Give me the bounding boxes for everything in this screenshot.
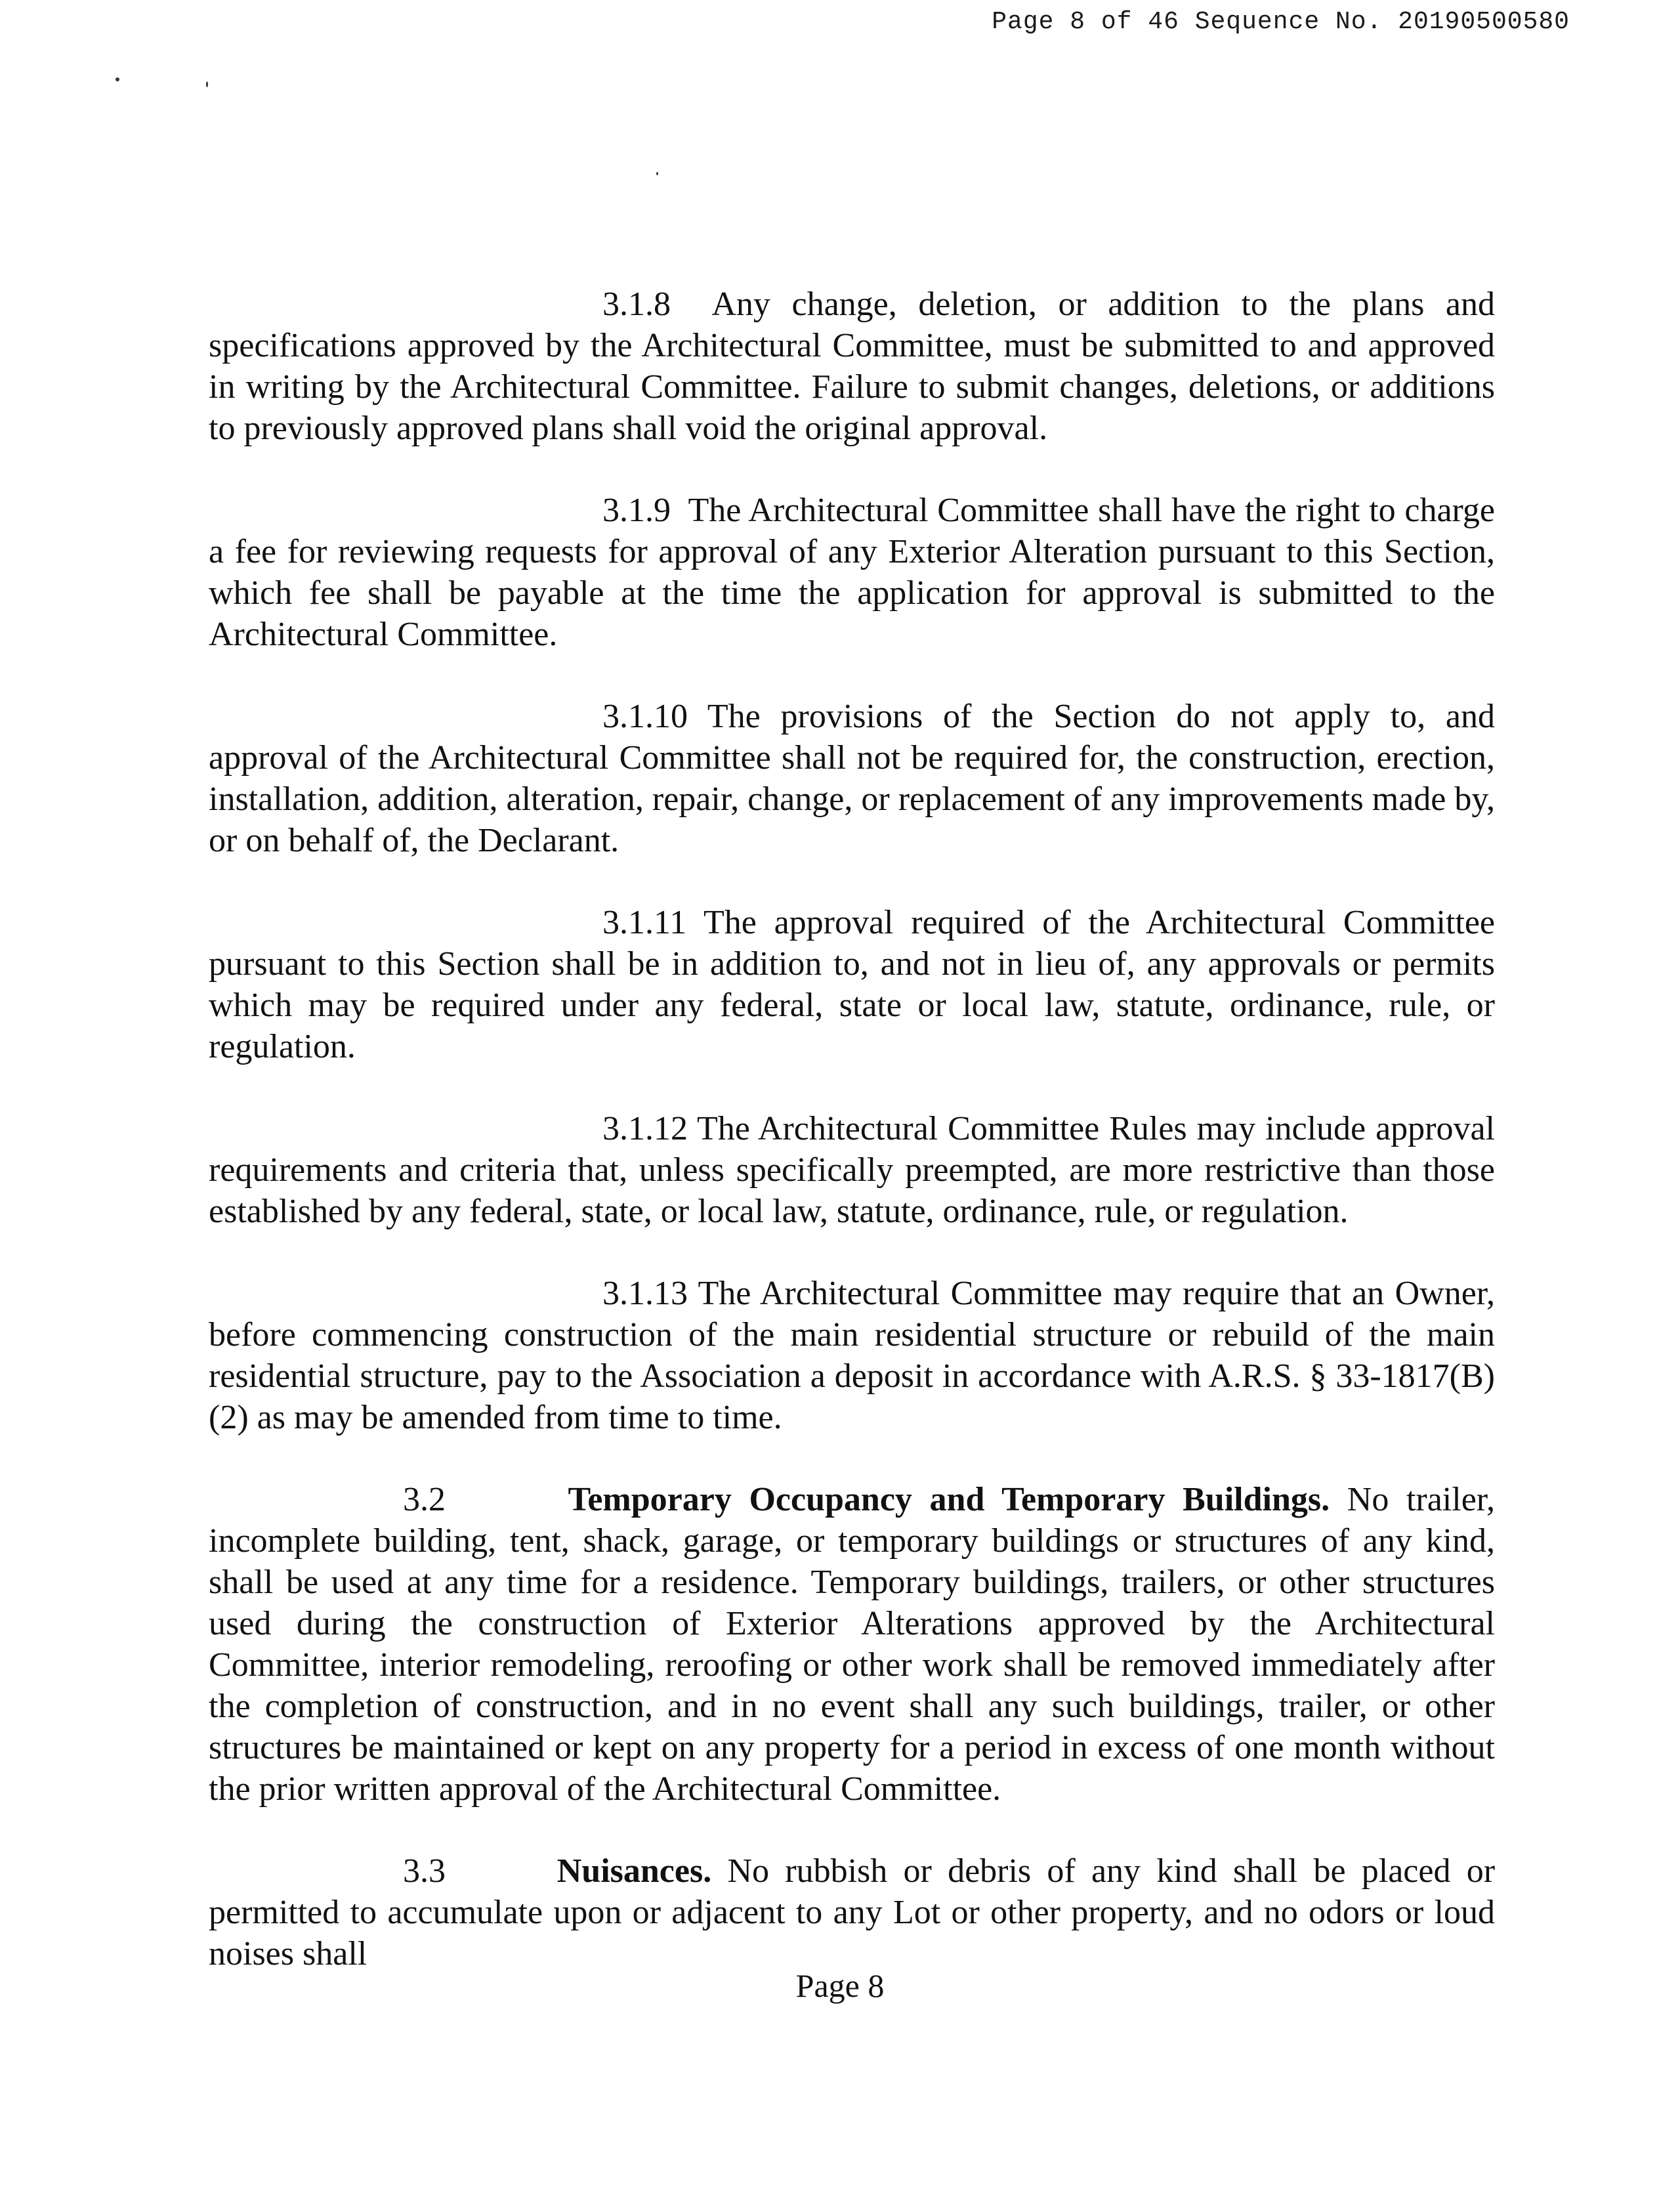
paragraph-number: 3.1.12: [602, 1110, 688, 1147]
paragraph-number: 3.1.8: [602, 286, 671, 323]
scan-speck: [116, 77, 119, 81]
paragraph-text: The Architectural Committee Rules may include approval requirements and criteria that, unless specifically preempted, are more restrictive than those established by any federal, state, or local law, statute, ordinance, rule, or regulation.: [209, 1110, 1495, 1230]
paragraph-text: The approval required of the Architectural Committee pursuant to this Section shall be in addition to, and not in lieu of, any approvals or permits which may be required under any federal, state or local law, statute, ordinance, rule, or regulation.: [209, 904, 1496, 1065]
paragraph-text: Any change, deletion, or addition to the plans and specifications approved by the Architectural Committee, must be submitted to and approved in writing by the Architectural Committee. Failure to submit changes, deletions, or additions to previously approved plans shall void the original approval.: [209, 286, 1495, 447]
section-text: No rubbish or debris of any kind shall be placed or permitted to accumulate upon or adjacent to any Lot or other property, and no odors or loud noises shall: [209, 1852, 1496, 1972]
paragraph-3-1-12: [209, 1108, 1495, 1232]
paragraph-text: The Architectural Committee shall have the right to charge a fee for reviewing requests for approval of any Exterior Alteration pursuant to this Section, which fee shall be payable at the time the application for approval is submitted to the Architectural Committee.: [209, 492, 1495, 653]
section-number: 3.2: [403, 1481, 446, 1518]
paragraph-number: 3.1.11: [602, 904, 687, 941]
paragraph-number: 3.1.13: [602, 1275, 688, 1312]
section-number: 3.3: [403, 1852, 446, 1890]
paragraph-3-1-8: [209, 284, 1495, 449]
paragraph-3-1-10: [209, 696, 1495, 861]
section-3-3: [209, 1850, 1495, 1974]
section-heading: Temporary Occupancy and Temporary Buildings.: [568, 1481, 1330, 1518]
scan-speck: [206, 81, 208, 87]
paragraph-3-1-11: [209, 902, 1495, 1067]
paragraph-3-1-9: [209, 490, 1495, 655]
document-body: [209, 284, 1495, 2015]
page-number: Page 8: [795, 1967, 885, 2004]
scan-speck: [656, 172, 658, 175]
section-text: No trailer, incomplete building, tent, shack, garage, or temporary buildings or structures of any kind, shall be used at any time for a residence. Temporary buildings, trailers, or other structures used during the construction of Exterior Alterations approved by the Architectural Committee, interior remodeling, reroofing or other work shall be removed immediately after the completion of construction, and in no event shall any such buildings, trailer, or other structures be maintained or kept on any property for a period in excess of one month without the prior written approval of the Architectural Committee.: [209, 1481, 1496, 1808]
paragraph-text: The Architectural Committee may require that an Owner, before commencing construction of the main residential structure or rebuild of the main residential structure, pay to the Association a deposit in accordance with A.R.S. § 33-1817(B)(2) as may be amended from time to time.: [209, 1275, 1496, 1436]
paragraph-number: 3.1.9: [602, 492, 671, 529]
section-3-2: [209, 1479, 1495, 1810]
section-heading: Nuisances.: [556, 1852, 712, 1890]
recording-stamp: Page 8 of 46 Sequence No. 20190500580: [992, 8, 1570, 36]
paragraph-number: 3.1.10: [602, 698, 688, 735]
paragraph-text: The provisions of the Section do not apply to, and approval of the Architectural Committee shall not be required for, the construction, erection, installation, addition, alteration, repair, change, or replacement of any improvements made by, or on behalf of, the Declarant.: [209, 698, 1495, 859]
paragraph-3-1-13: [209, 1273, 1495, 1438]
